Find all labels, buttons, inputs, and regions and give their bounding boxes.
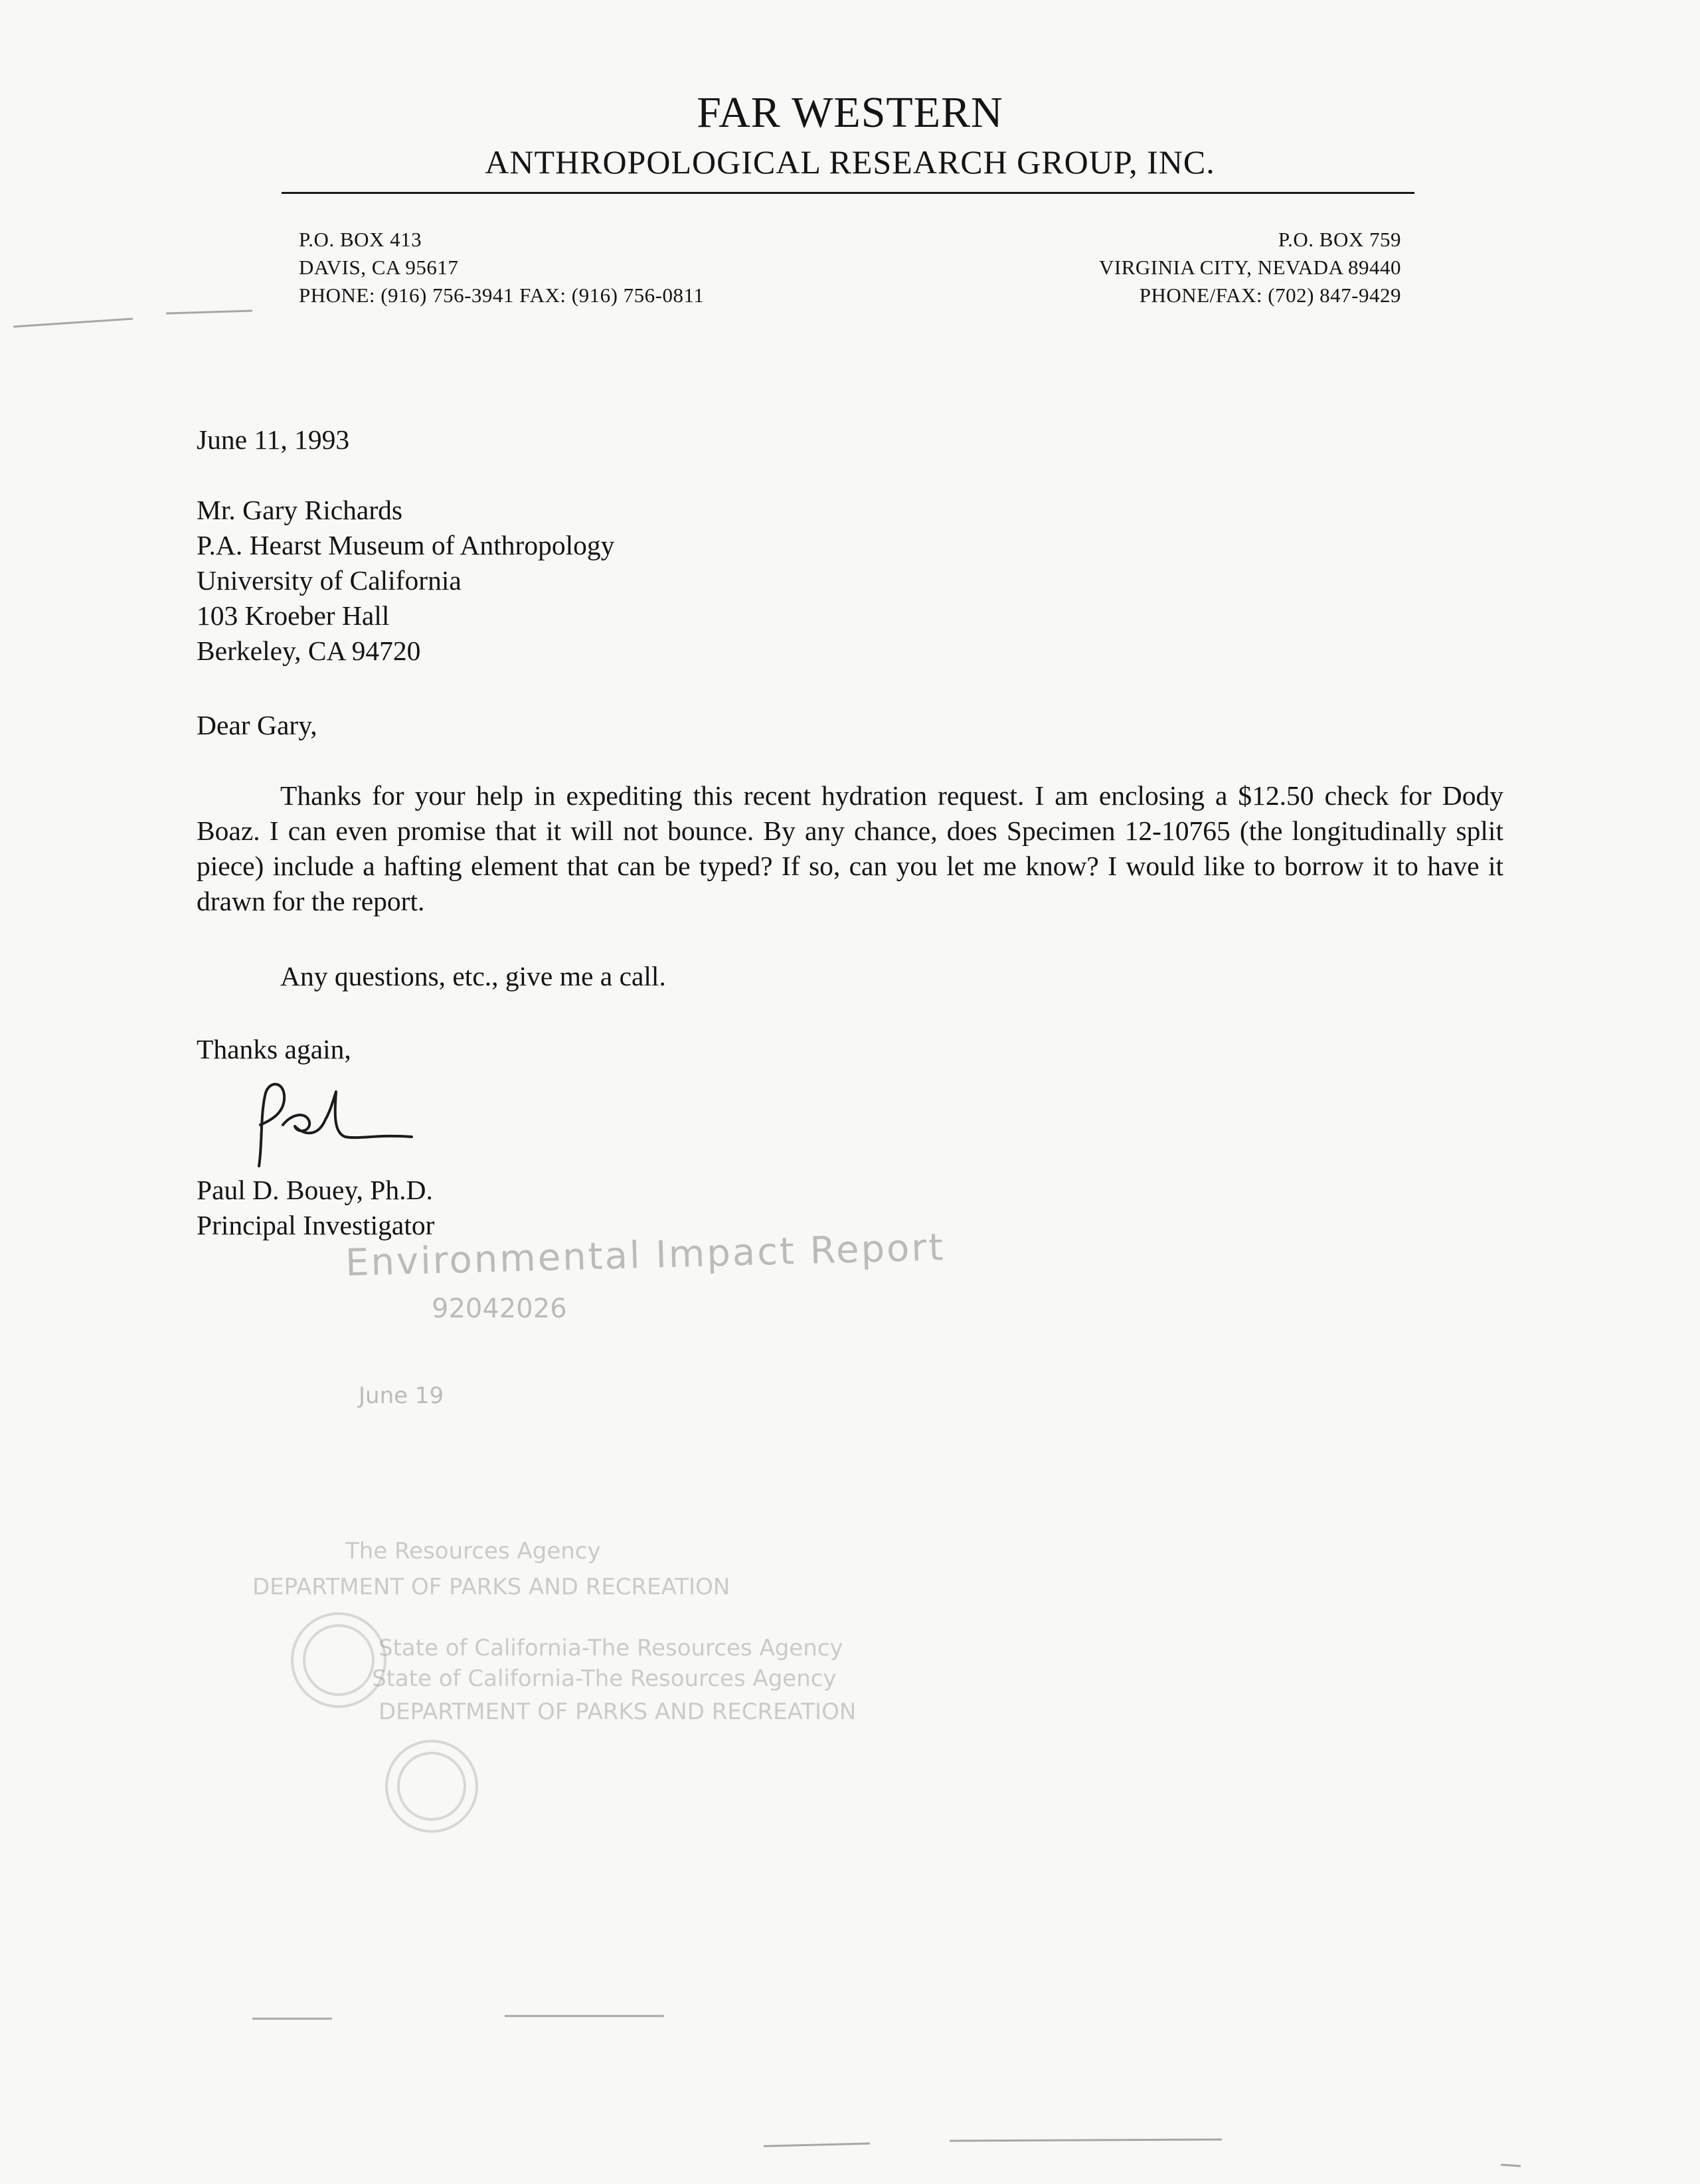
seal-circle-2 xyxy=(386,1741,477,1831)
agency-stamp-line4: State of California-The Resources Agency xyxy=(372,1665,837,1692)
address-left-line3: PHONE: (916) 756-3941 FAX: (916) 756-0811 xyxy=(299,284,705,307)
scan-line-1 xyxy=(13,319,133,327)
address-left-line1: P.O. BOX 413 xyxy=(299,228,422,251)
recipient-line3: University of California xyxy=(197,565,462,596)
seal-circle-1 xyxy=(292,1614,385,1707)
scan-line-5 xyxy=(764,2143,870,2146)
recipient-line2: P.A. Hearst Museum of Anthropology xyxy=(197,530,615,560)
recipient-line4: 103 Kroeber Hall xyxy=(197,600,390,631)
eir-stamp-date: June 19 xyxy=(359,1383,444,1409)
scan-lines xyxy=(13,311,1521,2166)
letterhead-subtitle: ANTHROPOLOGICAL RESEARCH GROUP, INC. xyxy=(485,143,1215,181)
body-paragraph-1: Thanks for your help in expediting this recent hydration request. I am enclosing a $12.50 check for Dody Boaz. I can even promise that it will not bounce. By any chance, does Specimen 12-10765 (the longitudinally split piece) include a hafting element that can be typed? If so, can you let me know? I would like to borrow it to have it drawn for the report. xyxy=(197,780,1503,916)
agency-stamp-line3: State of California-The Resources Agency xyxy=(379,1635,843,1661)
agency-stamp-line5: DEPARTMENT OF PARKS AND RECREATION xyxy=(379,1699,857,1725)
eir-stamp-title: Environmental Impact Report xyxy=(345,1226,946,1285)
recipient-line5: Berkeley, CA 94720 xyxy=(197,635,421,666)
letterhead-title: FAR WESTERN xyxy=(697,88,1003,137)
salutation: Dear Gary, xyxy=(197,710,317,740)
recipient-line1: Mr. Gary Richards xyxy=(197,495,403,525)
scan-line-6 xyxy=(950,2140,1222,2141)
seal-marks xyxy=(292,1614,477,1831)
seal-circle-1-inner xyxy=(304,1626,373,1695)
body-paragraph-2: Any questions, etc., give me a call. xyxy=(280,961,666,991)
signer-name: Paul D. Bouey, Ph.D. xyxy=(197,1175,433,1205)
letter-date: June 11, 1993 xyxy=(197,424,350,455)
scan-line-7 xyxy=(1501,2165,1521,2166)
address-right-line1: P.O. BOX 759 xyxy=(1278,228,1401,251)
signer-title: Principal Investigator xyxy=(197,1210,435,1240)
scan-line-2 xyxy=(166,311,252,313)
address-right-line2: VIRGINIA CITY, NEVADA 89440 xyxy=(1099,256,1401,279)
address-right-line3: PHONE/FAX: (702) 847-9429 xyxy=(1139,284,1401,307)
closing: Thanks again, xyxy=(197,1034,351,1064)
eir-stamp-number: 92042026 xyxy=(432,1294,567,1324)
agency-stamp-line1: The Resources Agency xyxy=(345,1538,601,1564)
address-left-line2: DAVIS, CA 95617 xyxy=(299,256,459,279)
seal-circle-2-inner xyxy=(398,1753,465,1819)
agency-stamp-line2: DEPARTMENT OF PARKS AND RECREATION xyxy=(252,1574,730,1600)
